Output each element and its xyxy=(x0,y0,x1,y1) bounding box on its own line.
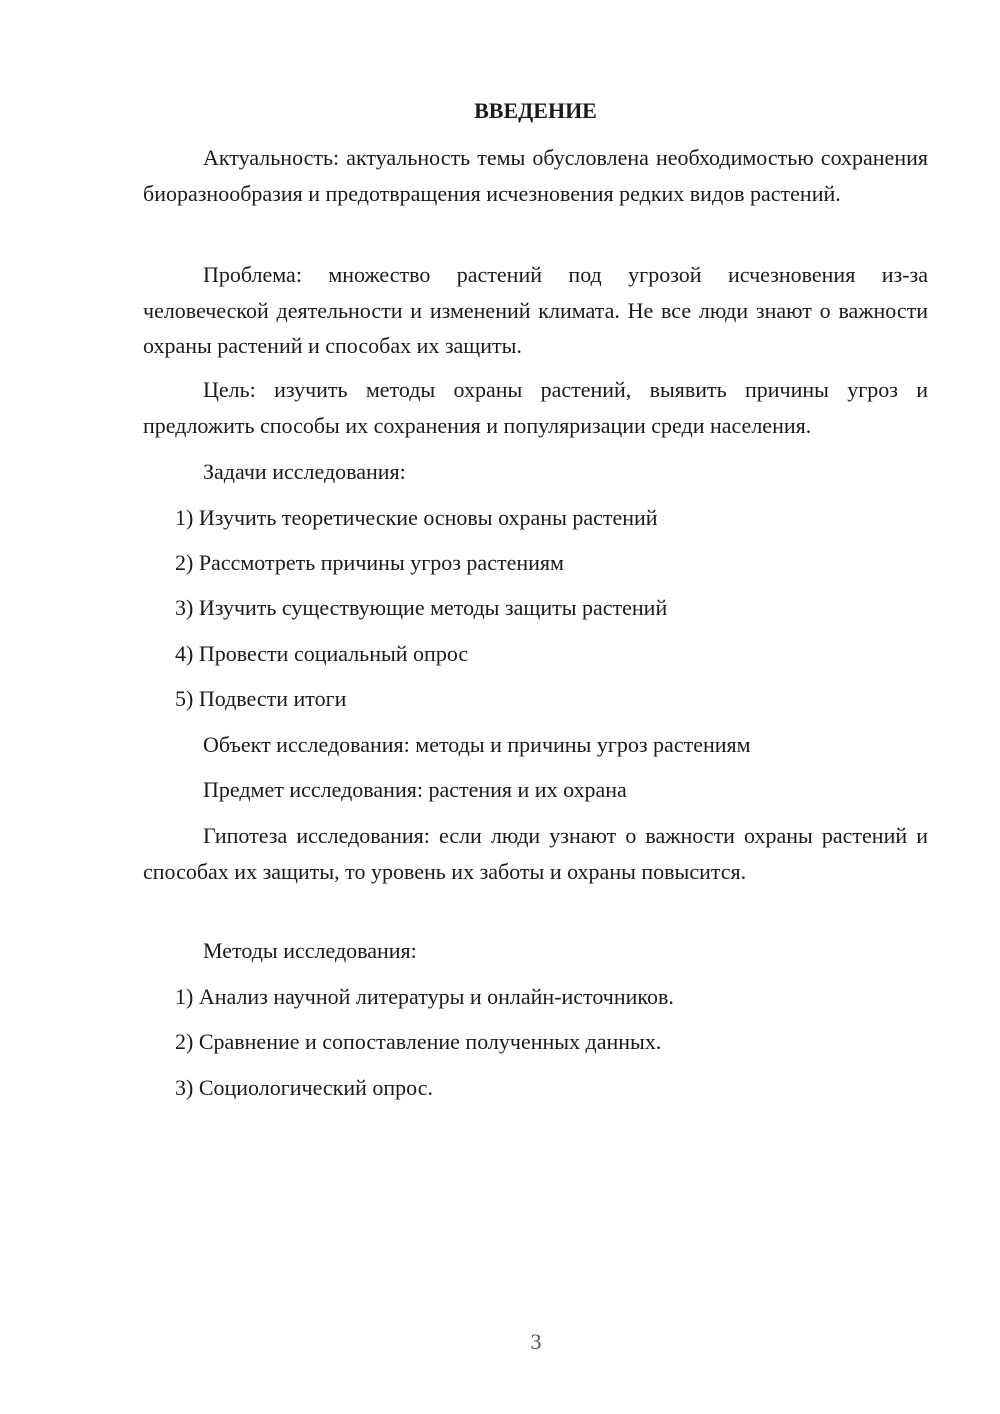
relevance-paragraph: Актуальность: актуальность темы обусловлена необходимостью сохранения биоразнообразия и предотвращения исчезновения редких видов растений. xyxy=(143,145,928,206)
method-item: 3) Социологический опрос. xyxy=(175,1075,433,1100)
problem-paragraph: Проблема: множество растений под угрозой исчезновения из-за человеческой деятельности и изменений климата. Не все люди знают о важности охраны растений и способах их защиты. xyxy=(143,262,928,358)
task-item: 2) Рассмотреть причины угроз растениям xyxy=(175,550,564,575)
hypothesis-paragraph: Гипотеза исследования: если люди узнают о важности охраны растений и способах их защиты, то уровень их заботы и охраны повысится. xyxy=(143,823,928,884)
section-title: ВВЕДЕНИЕ xyxy=(474,98,597,123)
goal-paragraph: Цель: изучить методы охраны растений, выявить причины угроз и предложить способы их сохранения и популяризации среди населения. xyxy=(143,377,928,438)
methods-heading: Методы исследования: xyxy=(203,938,417,963)
task-item: 3) Изучить существующие методы защиты растений xyxy=(175,595,668,620)
method-item: 2) Сравнение и сопоставление полученных данных. xyxy=(175,1029,662,1054)
method-item: 1) Анализ научной литературы и онлайн-источников. xyxy=(175,984,674,1009)
object-line: Объект исследования: методы и причины угроз растениям xyxy=(203,732,751,757)
tasks-heading: Задачи исследования: xyxy=(203,459,406,484)
task-item: 1) Изучить теоретические основы охраны растений xyxy=(175,505,658,530)
page-number: 3 xyxy=(530,1329,542,1354)
task-item: 5) Подвести итоги xyxy=(175,686,347,711)
task-item: 4) Провести социальный опрос xyxy=(175,641,469,666)
subject-line: Предмет исследования: растения и их охрана xyxy=(203,777,627,802)
